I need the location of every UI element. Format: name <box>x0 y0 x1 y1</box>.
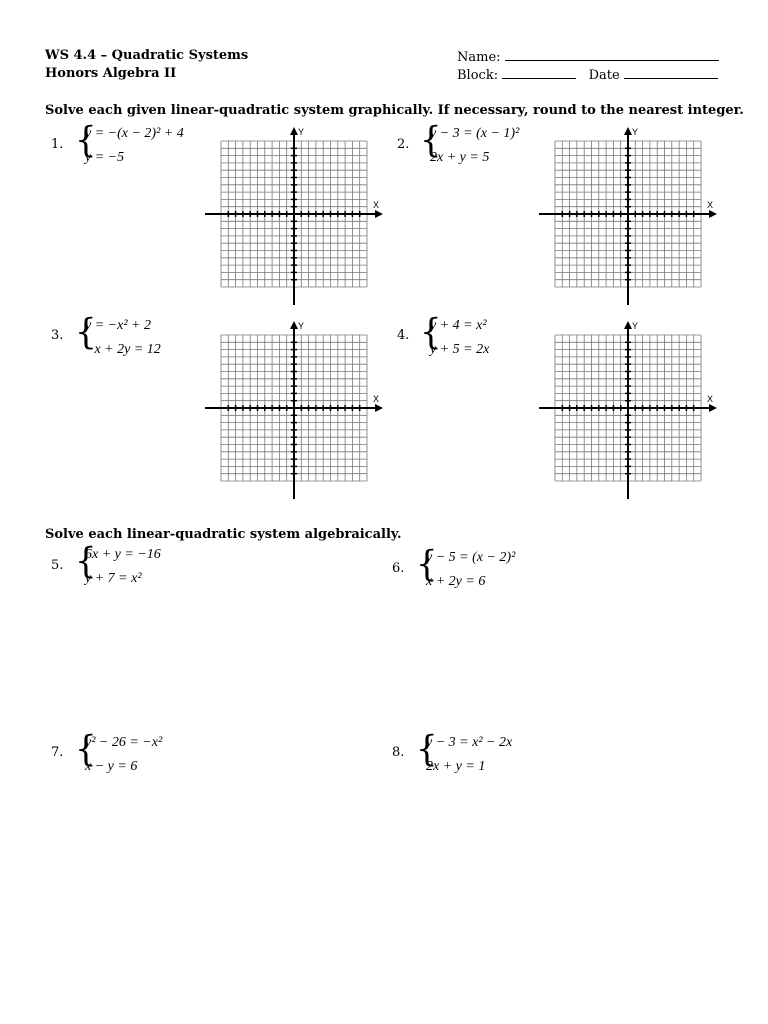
equation-2: y + 7 = x² <box>85 571 142 586</box>
date-blank[interactable] <box>624 67 718 79</box>
problem-number: 6. <box>392 561 405 576</box>
equation-2: y = −5 <box>85 150 125 165</box>
block-blank[interactable] <box>502 67 576 79</box>
equation-1: y − 3 = x² − 2x <box>426 735 513 750</box>
x-axis-label: X <box>707 200 714 210</box>
section2-instruction: Solve each linear-quadratic system algebraically. <box>45 527 402 542</box>
equation-system <box>75 540 235 595</box>
x-axis-arrow-icon <box>375 210 383 218</box>
equation-1: y = −x² + 2 <box>85 318 151 333</box>
problem-number: 5. <box>51 558 64 573</box>
y-axis-arrow-icon <box>290 321 298 329</box>
equation-system <box>75 728 235 783</box>
problem-number: 4. <box>397 328 410 343</box>
x-axis-arrow-icon <box>709 404 717 412</box>
coordinate-grid[interactable] <box>205 125 385 307</box>
equation-2: −x + 2y = 12 <box>85 342 161 357</box>
brace: { <box>420 311 442 353</box>
equation-2: 2x + y = 5 <box>430 150 490 165</box>
equation-system <box>75 119 215 174</box>
problem-number: 2. <box>397 137 410 152</box>
equation-system <box>75 311 215 366</box>
equation-1: y + 4 = x² <box>430 318 487 333</box>
coordinate-grid[interactable] <box>539 319 719 501</box>
x-axis-arrow-icon <box>375 404 383 412</box>
brace: { <box>75 540 97 582</box>
name-blank[interactable] <box>505 49 719 61</box>
equation-1: y = −(x − 2)² + 4 <box>85 126 184 141</box>
brace: { <box>75 119 97 161</box>
y-axis-label: Y <box>632 321 639 331</box>
y-axis-label: Y <box>298 321 305 331</box>
problem-number: 8. <box>392 745 405 760</box>
y-axis-arrow-icon <box>290 127 298 135</box>
x-axis-label: X <box>373 394 380 404</box>
y-axis-label: Y <box>632 127 639 137</box>
equation-1: 6x + y = −16 <box>85 547 161 562</box>
y-axis-label: Y <box>298 127 305 137</box>
y-axis-arrow-icon <box>624 321 632 329</box>
equation-2: x + 2y = 6 <box>426 574 486 589</box>
coordinate-grid[interactable] <box>205 319 385 501</box>
x-axis-arrow-icon <box>709 210 717 218</box>
date-label: Date <box>588 68 620 83</box>
equation-2: x − y = 6 <box>85 759 138 774</box>
block-label: Block: <box>457 68 499 83</box>
coordinate-grid[interactable] <box>539 125 719 307</box>
problem-number: 3. <box>51 328 64 343</box>
equation-1: y − 3 = (x − 1)² <box>430 126 520 141</box>
x-axis-label: X <box>707 394 714 404</box>
brace: { <box>420 119 442 161</box>
equation-system <box>416 728 576 783</box>
brace: { <box>75 728 97 770</box>
brace: { <box>416 543 438 585</box>
equation-1: y − 5 = (x − 2)² <box>426 550 516 565</box>
block-date-fields <box>457 67 718 83</box>
equation-system <box>416 543 576 598</box>
name-field[interactable] <box>457 49 719 65</box>
name-label: Name: <box>457 50 501 65</box>
problem-number: 7. <box>51 745 64 760</box>
equation-2: 2x + y = 1 <box>426 759 486 774</box>
worksheet-title: WS 4.4 – Quadratic Systems <box>45 48 249 63</box>
equation-2: y + 5 = 2x <box>430 342 490 357</box>
section1-instruction: Solve each given linear-quadratic system graphically. If necessary, round to the nearest integer. <box>45 103 744 118</box>
x-axis-label: X <box>373 200 380 210</box>
course-name: Honors Algebra II <box>45 66 177 81</box>
problem-number: 1. <box>51 137 64 152</box>
brace: { <box>75 311 97 353</box>
y-axis-arrow-icon <box>624 127 632 135</box>
equation-1: y² − 26 = −x² <box>85 735 163 750</box>
brace: { <box>416 728 438 770</box>
